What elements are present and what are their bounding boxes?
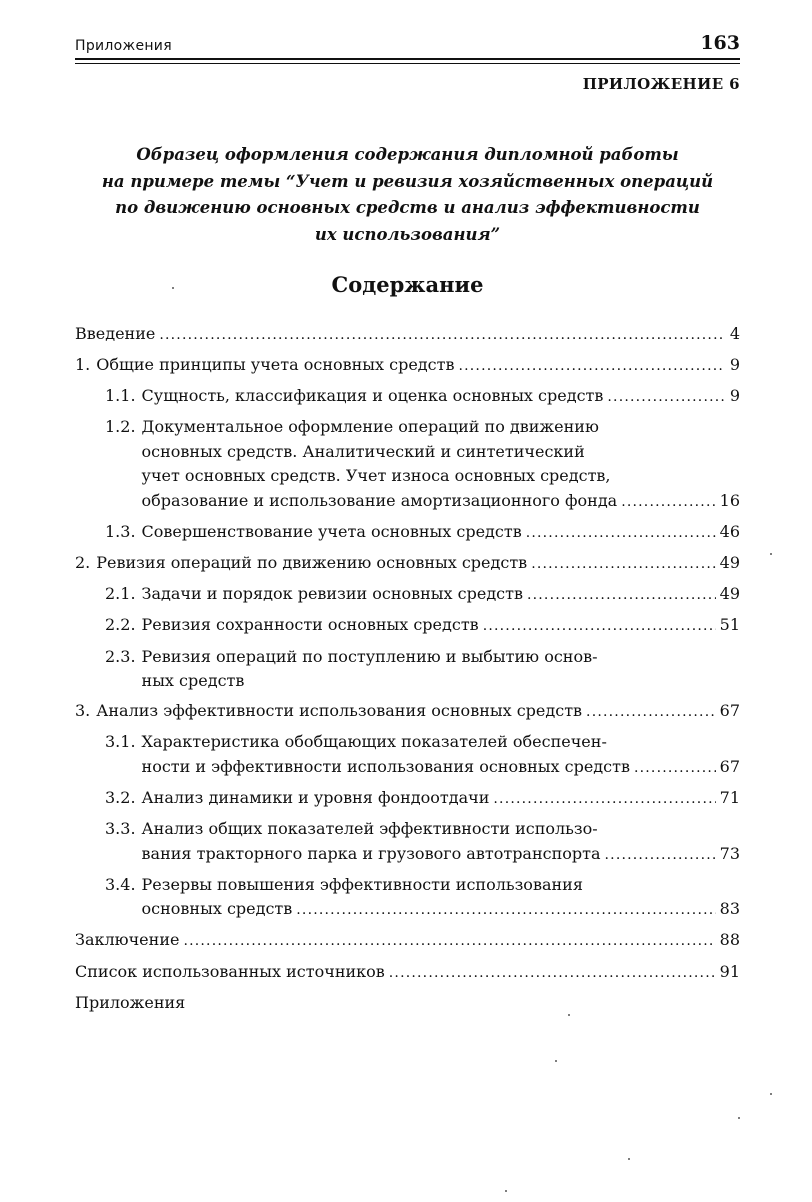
- toc-entry: [75, 551, 740, 577]
- toc-page-number: 71: [719, 788, 740, 807]
- toc-entry-number: 1.: [75, 355, 91, 375]
- toc-entry: [75, 645, 740, 694]
- toc-entry-number: 1.3.: [105, 522, 136, 542]
- dot-leader: [621, 490, 715, 515]
- header-rule-thin: [75, 63, 740, 64]
- dot-leader: [296, 898, 715, 923]
- toc-page-number: 73: [719, 843, 740, 863]
- toc-entry: [75, 928, 740, 954]
- toc-page-number: 9: [729, 355, 740, 375]
- toc-entry-number: 3.4.: [105, 874, 136, 894]
- sample-title-line: их использования”: [314, 224, 501, 244]
- toc-entry-text: Ревизия сохранности основных средств: [141, 615, 479, 635]
- toc-entry: [75, 730, 740, 780]
- toc-page-number: 16: [719, 491, 740, 511]
- toc-entry-text: Задачи и порядок ревизии основных средств: [141, 584, 523, 604]
- toc-entry-text: Сущность, классификация и оценка основных средств: [141, 386, 604, 406]
- dot-leader: [389, 961, 716, 986]
- toc-entry-number: 2.1.: [105, 584, 136, 604]
- sample-title-line: Образец оформления содержания дипломной работы: [136, 145, 679, 164]
- toc-entry-text: Введение: [75, 324, 156, 343]
- toc-entry: [75, 699, 740, 725]
- toc-entry-text: Характеристика обобщающих показателей обеспечен-: [141, 732, 607, 752]
- toc-entry-text: вания тракторного парка и грузового автотранспорта: [141, 843, 601, 863]
- toc-entry-number: 2.2.: [105, 615, 136, 635]
- dot-leader: [493, 787, 715, 812]
- dot-leader: [607, 385, 724, 410]
- toc-entry-text: Резервы повышения эффективности использования: [141, 874, 583, 894]
- appendix-label: ПРИЛОЖЕНИЕ 6: [582, 75, 740, 93]
- dot-leader: [527, 583, 716, 608]
- toc-entry: [75, 613, 740, 639]
- dot-leader: [458, 354, 724, 379]
- running-title: Приложения: [75, 38, 172, 54]
- toc-entry-text: Анализ общих показателей эффективности использо-: [141, 819, 598, 839]
- toc-entry: [75, 582, 740, 608]
- dot-leader: [483, 614, 716, 639]
- toc-page-number: 4: [729, 324, 740, 343]
- toc-entry-number: 1.1.: [105, 386, 136, 406]
- toc-entry-text: Совершенствование учета основных средств: [141, 522, 522, 542]
- toc-entry-text: Анализ динамики и уровня фондоотдачи: [141, 788, 490, 807]
- toc-page-number: 9: [729, 386, 740, 406]
- toc-entry: [75, 384, 740, 410]
- toc-entry-text: Заключение: [75, 930, 180, 950]
- page-number: 163: [700, 32, 740, 54]
- toc-entry-number: 3.1.: [105, 732, 136, 752]
- sample-title: [75, 142, 740, 248]
- toc-entry-number: 3.3.: [105, 819, 136, 839]
- toc-entry-text: ности и эффективности использования основных средств: [141, 756, 630, 776]
- toc-entry: [75, 817, 740, 867]
- toc-entry-text: Приложения: [75, 992, 186, 1012]
- toc-entry-text: Анализ эффективности использования основных средств: [96, 701, 583, 721]
- toc-page-number: 88: [719, 930, 740, 950]
- toc-entry: [75, 786, 740, 812]
- toc-page-number: 49: [719, 584, 740, 604]
- toc-page-number: 83: [719, 899, 740, 919]
- toc-entry-text: основных средств: [141, 899, 293, 919]
- toc-entry-text: Ревизия операций по движению основных средств: [96, 553, 528, 573]
- toc-page-number: 91: [719, 961, 740, 981]
- dot-leader: [634, 756, 716, 781]
- dot-leader: [159, 323, 724, 348]
- toc-entry: [75, 353, 740, 379]
- toc-entry: [75, 322, 740, 348]
- toc-page-number: 67: [719, 756, 740, 776]
- sample-title-line: на примере темы “Учет и ревизия хозяйственных операций: [101, 171, 714, 191]
- toc-page-number: 51: [719, 615, 740, 635]
- toc-entry-text: Ревизия операций по поступлению и выбытию основ-: [141, 646, 598, 666]
- header-rule-thick: [75, 58, 740, 60]
- dot-leader: [531, 552, 715, 577]
- dot-leader: [586, 700, 716, 725]
- running-head: [75, 34, 740, 58]
- toc-entry-text: учет основных средств. Учет износа основных средств,: [141, 466, 611, 486]
- dot-leader: [183, 929, 715, 954]
- toc-entry-text: Общие принципы учета основных средств: [96, 355, 455, 375]
- dot-leader: [526, 521, 716, 546]
- toc-page-number: 49: [719, 553, 740, 573]
- toc-entry: [75, 873, 740, 923]
- toc-entry-number: 3.2.: [105, 788, 136, 807]
- sample-title-line: по движению основных средств и анализ эффективности: [115, 198, 700, 217]
- toc-entry-text: Документальное оформление операций по движению: [141, 417, 599, 437]
- dot-leader: [605, 843, 716, 868]
- toc-entry-number: 3.: [75, 701, 91, 721]
- toc-entry-number: 2.3.: [105, 646, 136, 666]
- toc-page-number: 46: [719, 522, 740, 542]
- table-of-contents: [75, 322, 740, 1021]
- toc-entry: [75, 415, 740, 514]
- toc-entry-text: ных средств: [141, 671, 245, 691]
- toc-entry-number: 1.2.: [105, 417, 136, 437]
- toc-entry-text: образование и использование амортизационного фонда: [141, 491, 618, 511]
- toc-entry-number: 2.: [75, 553, 91, 573]
- toc-entry: [75, 960, 740, 986]
- toc-entry-text: Список использованных источников: [75, 961, 385, 981]
- toc-page-number: 67: [719, 701, 740, 721]
- toc-entry-text: основных средств. Аналитический и синтетический: [141, 441, 585, 461]
- toc-heading: Содержание: [331, 272, 484, 297]
- toc-entry: [75, 520, 740, 546]
- toc-entry: [75, 991, 740, 1016]
